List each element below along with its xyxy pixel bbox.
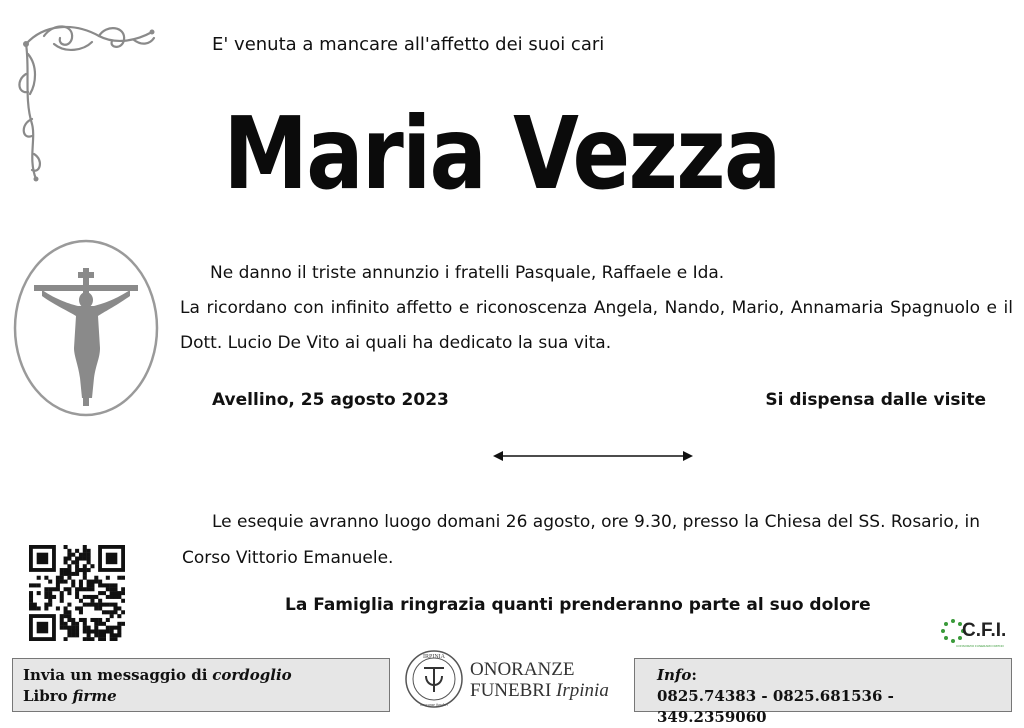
funeral-text: Le esequie avranno luogo domani 26 agosto, ore 9.30, presso la Chiesa del SS. Rosario, in Corso Vittorio Emanuele. xyxy=(182,512,981,568)
visits-note: Si dispensa dalle visite xyxy=(765,390,986,410)
cfi-logo xyxy=(940,618,1015,650)
onoranze-logo-text xyxy=(470,659,609,701)
seal-bottom-text: onoranze funebri xyxy=(420,702,448,707)
info-label: Info: xyxy=(657,666,697,684)
remembrance-paragraph: La ricordano con infinito affetto e riconoscenza Angela, Nando, Mario, Annamaria Spagnuolo e il Dott. Lucio De Vito ai quali ha dedicato la sua vita. xyxy=(180,298,1013,353)
onoranze-seal-icon xyxy=(404,648,464,710)
cfi-logo-subtext: CONSORZIO FUNERARIO IRPINO xyxy=(956,644,1004,648)
seal-top-text: IRPINIA xyxy=(423,654,445,660)
intro-text: E' venuta a mancare all'affetto dei suoi cari xyxy=(212,34,605,55)
info-box xyxy=(634,658,1012,726)
logo-line1: ONORANZE xyxy=(470,659,575,680)
condolence-box[interactable] xyxy=(12,658,390,712)
family-announcement: Ne danno il triste annunzio i fratelli Pasquale, Raffaele e Ida. xyxy=(210,263,725,283)
place-date: Avellino, 25 agosto 2023 xyxy=(212,390,449,410)
condolence-link[interactable]: Invia un messaggio di cordoglio xyxy=(23,666,292,684)
cfi-logo-text: C.F.I. xyxy=(962,620,1007,641)
logo-line2: FUNEBRI Irpinia xyxy=(470,680,609,701)
info-phones[interactable]: 0825.74383 - 0825.681536 - 349.2359060 xyxy=(657,687,894,726)
guestbook-link[interactable]: Libro firme xyxy=(23,687,117,705)
family-thanks: La Famiglia ringrazia quanti prenderanno parte al suo dolore xyxy=(285,595,871,615)
double-arrow-line-icon xyxy=(493,449,693,463)
qr-code-icon[interactable] xyxy=(29,545,125,641)
deceased-name: Maria Vezza xyxy=(223,95,780,212)
funeral-details xyxy=(182,504,1022,576)
crucifix-icon xyxy=(12,238,160,418)
